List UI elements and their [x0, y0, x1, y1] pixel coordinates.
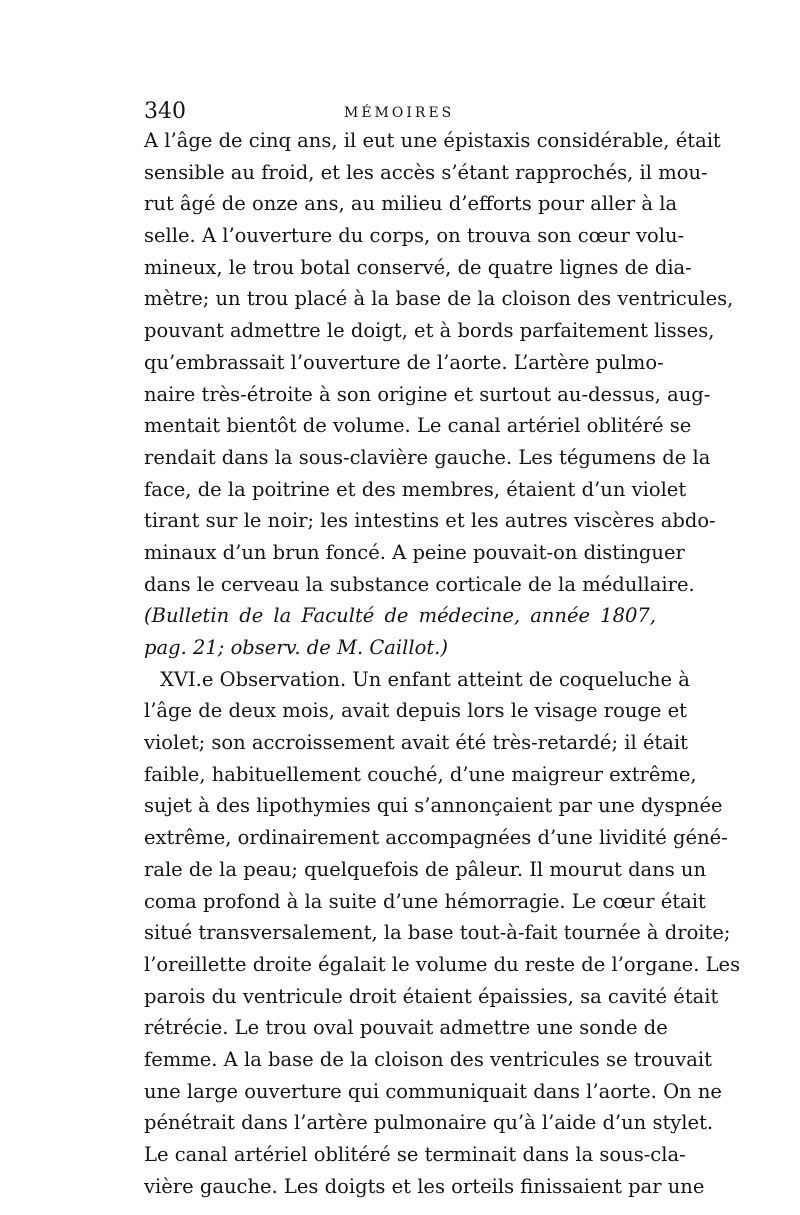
text-line: une large ouverture qui communiquait dans l’aorte. On ne	[144, 1079, 722, 1103]
text-line: A l’âge de cinq ans, il eut une épistaxis considérable, était	[144, 129, 721, 152]
text-line: pénétrait dans l’artère pulmonaire qu’à l’aide d’un stylet.	[144, 1111, 714, 1135]
text-line: femme. A la base de la cloison des ventricules se trouvait	[144, 1047, 712, 1071]
text-line: coma profond à la suite d’une hémorragie. Le cœur était	[144, 889, 706, 913]
text-line: minaux d’un brun foncé. A peine pouvait-on distinguer	[144, 540, 685, 564]
observation-heading-line: XVI.e Observation. Un enfant atteint de coqueluche à	[160, 667, 690, 691]
text-line: parois du ventricule droit étaient épaissies, sa cavité était	[144, 984, 719, 1008]
citation-line: (Bulletin de la Faculté de médecine, année 1807,	[144, 604, 656, 628]
text-line: rale de la peau; quelquefois de pâleur. Il mourut dans un	[144, 857, 707, 881]
text-line: violet; son accroissement avait été très-retardé; il était	[144, 731, 688, 755]
text-line: Le canal artériel oblitéré se terminait dans la sous-cla-	[144, 1143, 686, 1166]
text-line: sensible au froid, et les accès s’étant rapprochés, il mou-	[144, 160, 708, 184]
citation-line: pag. 21; observ. de M. Caillot.)	[144, 636, 448, 659]
text-line: l’oreillette droite égalait le volume du reste de l’organe. Les	[144, 952, 741, 976]
running-title: MÉMOIRES	[344, 105, 455, 121]
running-head	[144, 97, 656, 127]
text-line: rendait dans la sous-clavière gauche. Les tégumens de la	[144, 445, 711, 469]
page-number: 340	[144, 99, 186, 124]
text-line: situé transversalement, la base tout-à-fait tournée à droite;	[144, 921, 731, 945]
text-line: rétrécie. Le trou oval pouvait admettre une sonde de	[144, 1016, 668, 1040]
body-text	[144, 125, 741, 1202]
text-line: selle. A l’ouverture du corps, on trouva son cœur volu-	[144, 224, 685, 248]
text-line: face, de la poitrine et des membres, étaient d’un violet	[144, 477, 687, 501]
text-line: sujet à des lipothymies qui s’annonçaient par une dyspnée	[144, 794, 723, 818]
text-line: mineux, le trou botal conservé, de quatre lignes de dia-	[144, 255, 692, 279]
text-line: tirant sur le noir; les intestins et les autres viscères abdo-	[144, 509, 716, 533]
text-line: rut âgé de onze ans, au milieu d’efforts pour aller à la	[144, 192, 678, 216]
text-line: pouvant admettre le doigt, et à bords parfaitement lisses,	[144, 319, 715, 343]
text-line: l’âge de deux mois, avait depuis lors le visage rouge et	[144, 699, 688, 723]
text-line: mentait bientôt de volume. Le canal artériel oblitéré se	[144, 414, 692, 438]
text-line: mètre; un trou placé à la base de la cloison des ventricules,	[144, 287, 734, 311]
text-line: extrême, ordinairement accompagnées d’une lividité géné-	[144, 826, 728, 850]
text-line: qu’embrassait l’ouverture de l’aorte. L’artère pulmo-	[144, 350, 664, 374]
text-line: vière gauche. Les doigts et les orteils finissaient par une	[144, 1174, 705, 1198]
text-line: dans le cerveau la substance corticale de la médullaire.	[144, 572, 695, 596]
text-line: naire très-étroite à son origine et surtout au-dessus, aug-	[144, 382, 711, 406]
text-line: faible, habituellement couché, d’une maigreur extrême,	[144, 762, 697, 786]
